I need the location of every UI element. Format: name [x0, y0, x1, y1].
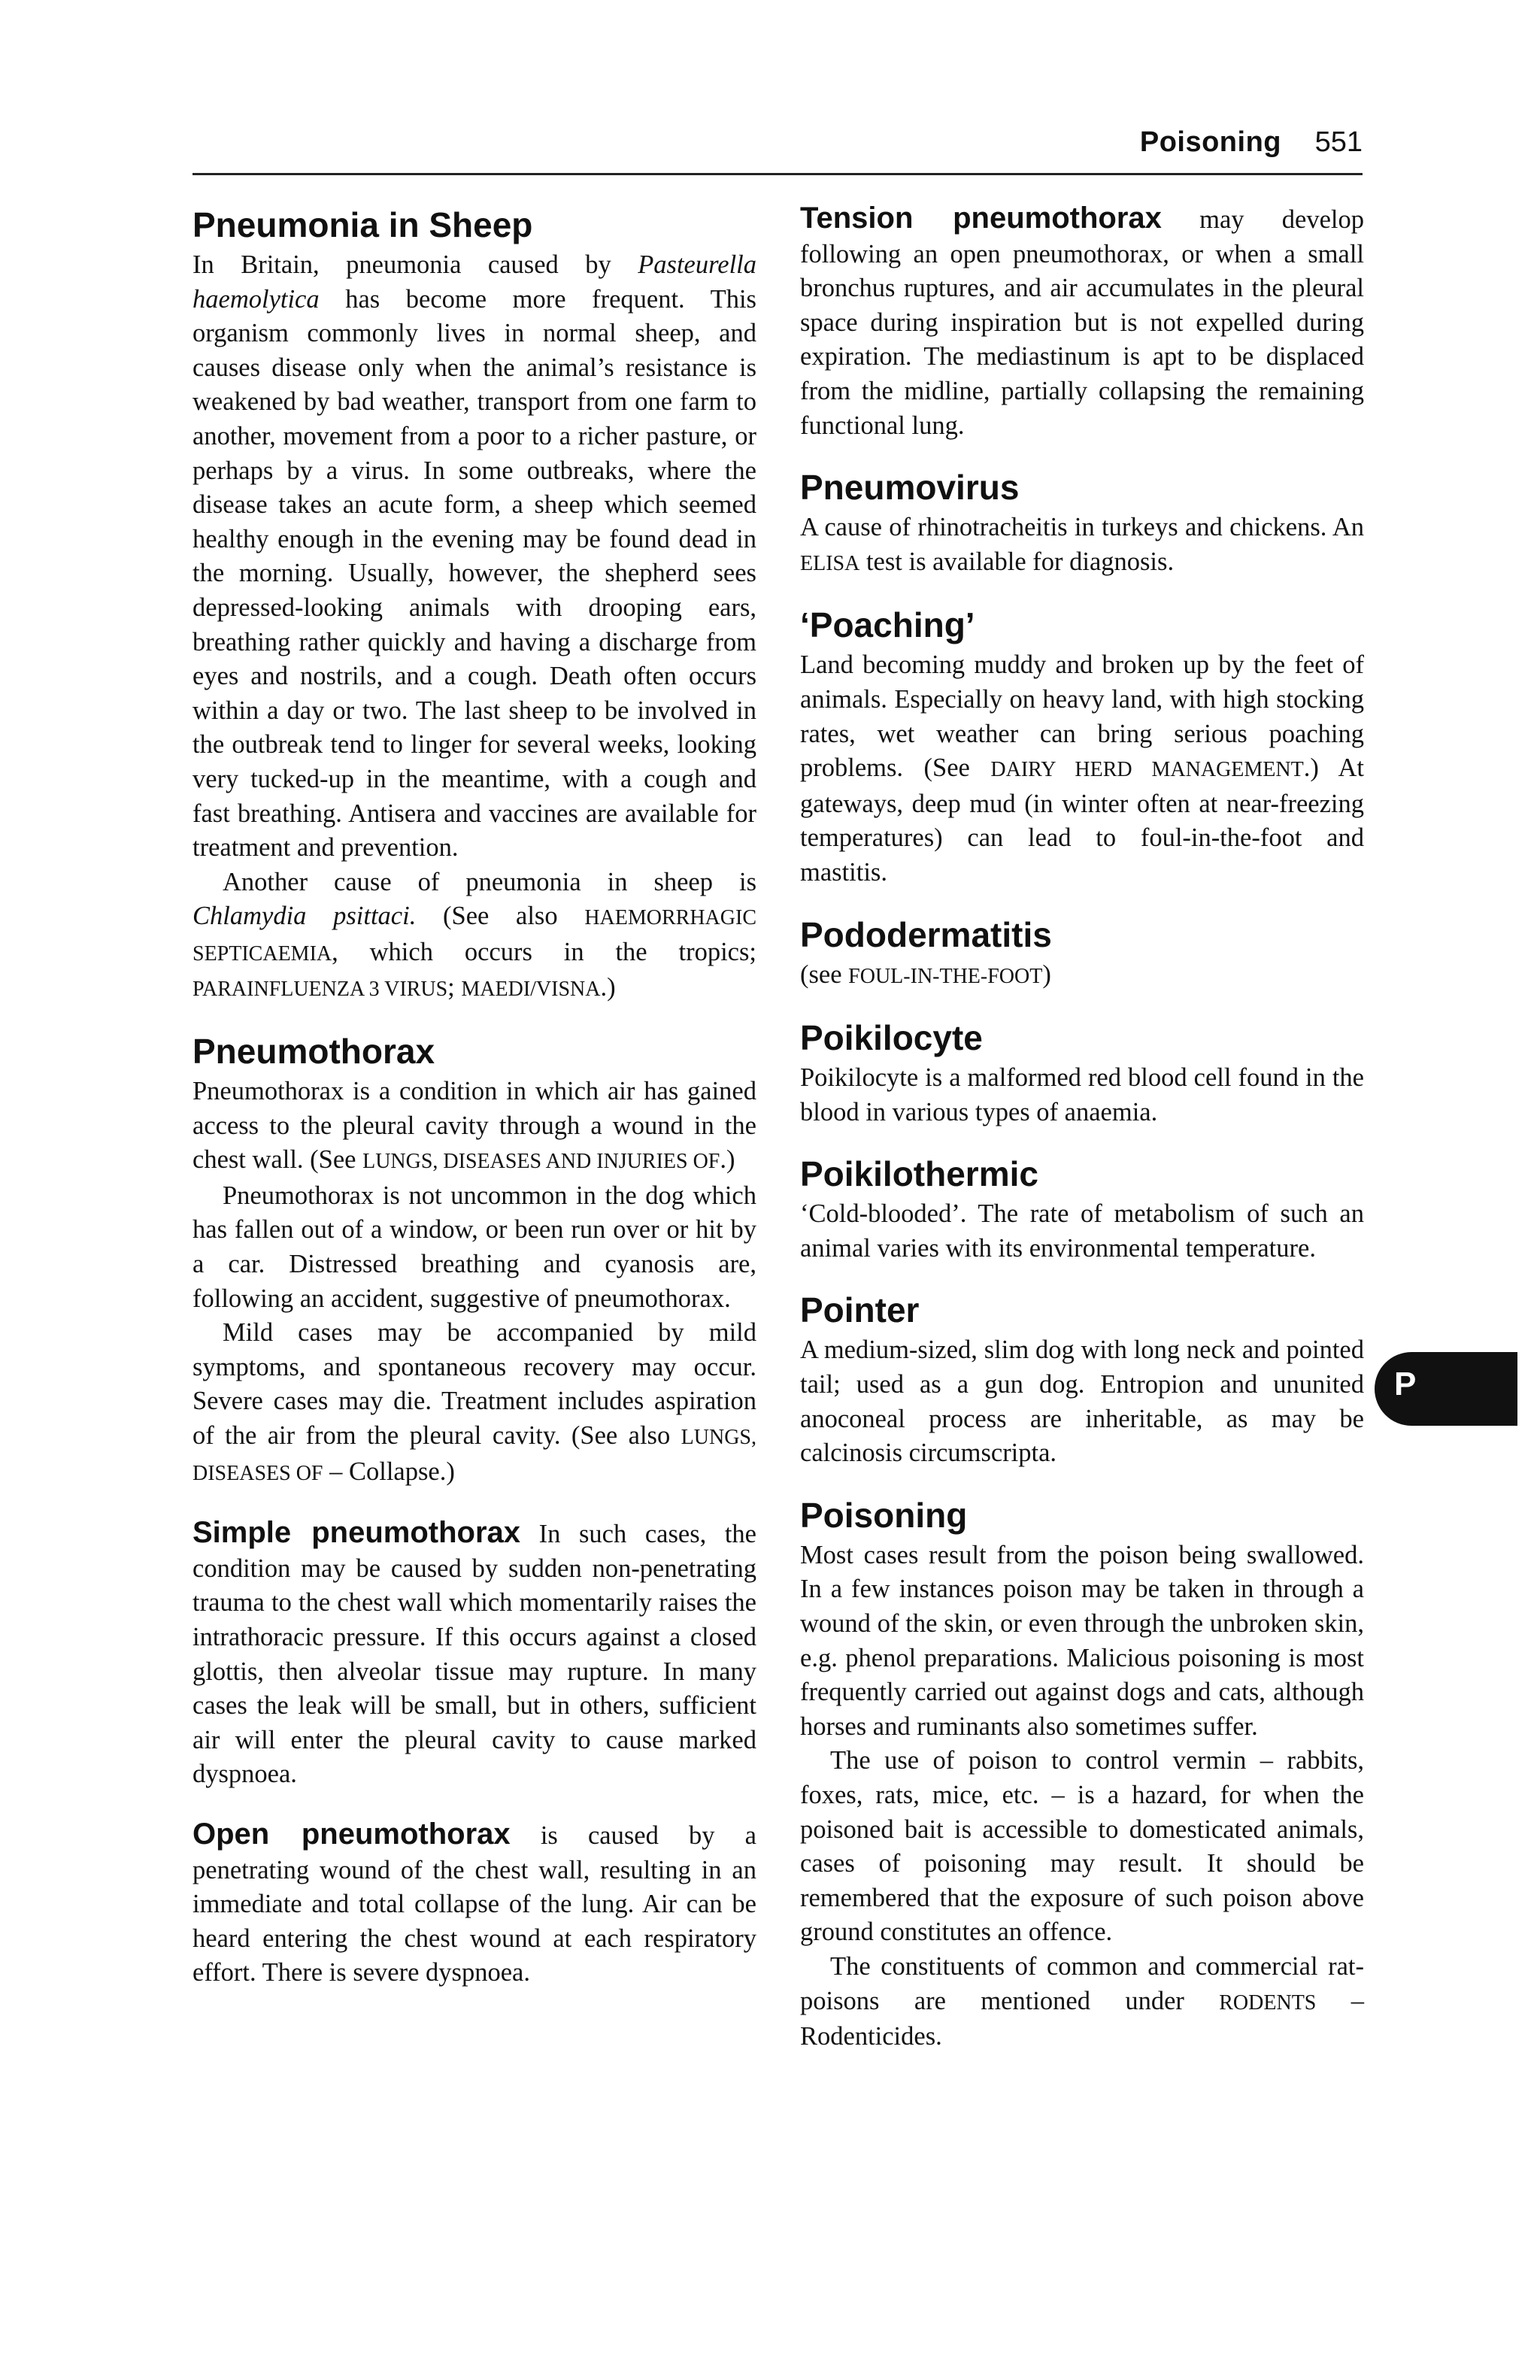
cross-reference: HAEMORRHAGIC SEPTICAEMIA: [192, 906, 756, 966]
abbreviation: ELISA: [800, 551, 860, 575]
entry-heading-pododermatitis: Pododermatitis: [800, 914, 1052, 954]
left-column: [192, 202, 756, 1990]
subheading-tension-pneumothorax: Tension pneumothorax: [800, 202, 1162, 235]
running-header: [192, 126, 1363, 175]
paragraph-poisoning-3: The constituents of common and commercial rat-poisons are mentioned under RODENTS – Rodenticides.: [800, 1951, 1365, 2051]
entry-heading-poisoning: Poisoning: [800, 1495, 968, 1535]
paragraph-poaching: Land becoming muddy and broken up by the feet of animals. Especially on heavy land, with high stocking rates, wet weather can bring serious poaching problems. (See DAIRY HERD MANAGEMENT.) At gateways, deep mud (in winter often at near-freezing temperatures) can lead to foul-in-the-foot and mastitis.: [800, 650, 1364, 887]
cross-reference: LUNGS, DISEASES AND INJURIES OF: [362, 1150, 720, 1174]
paragraph-pneumothorax-1: Pneumothorax is a condition in which air has gained access to the pleural cavity through a wound in the chest wall. (See LUNGS, DISEASES AND INJURIES OF.): [192, 1077, 756, 1175]
running-title: Poisoning: [1139, 126, 1281, 158]
cross-reference: MAEDI/VISNA: [461, 978, 601, 1002]
paragraph-poikilothermic: ‘Cold-blooded’. The rate of metabolism of such an animal varies with its environmental temperature.: [800, 1199, 1364, 1263]
paragraph-pneumothorax-3: Mild cases may be accompanied by mild symptoms, and spontaneous recovery may occur. Severe cases may die. Treatment includes aspiration of the air from the pleural cavity. (See also LUNGS, DISEASES OF – Collapse.): [192, 1318, 756, 1486]
paragraph-sheep-2: Another cause of pneumonia in sheep is Chlamydia psittaci. (See also HAEMORRHAGIC SEPTICAEMIA, which occurs in the tropics; PARAINFLUENZA 3 VIRUS; MAEDI/VISNA.): [192, 867, 756, 1002]
paragraph-sheep-1: In Britain, pneumonia caused by Pasteurella haemolytica has become more frequent. This organism commonly lives in normal sheep, and causes disease only when the animal’s resistance is weakened by bad weather, transport from one farm to another, movement from a poor to a richer pasture, or perhaps by a virus. In some outbreaks, where the disease takes an acute form, a sheep which seemed healthy enough in the evening may be found dead in the morning. Usually, however, the shepherd sees depressed-looking animals with drooping ears, breathing rather quickly and having a discharge from eyes and nostrils, and a cough. Death often occurs within a day or two. The last sheep to be involved in the outbreak tend to linger for several weeks, looking very tucked-up in the meantime, with a cough and fast breathing. Antisera and vaccines are available for treatment and prevention.: [192, 250, 756, 863]
paragraph-poisoning-2: The use of poison to control vermin – rabbits, foxes, rats, mice, etc. – is a hazard, for when the poisoned bait is accessible to domesticated animals, cases of poisoning may result. It should be remembered that the exposure of such poison above ground constitutes an offence.: [800, 1746, 1364, 1947]
entry-heading-poikilothermic: Poikilothermic: [800, 1154, 1038, 1194]
cross-reference: LUNGS, DISEASES OF: [192, 1426, 756, 1485]
paragraph-open-pneumothorax: Open pneumothorax is caused by a penetrating wound of the chest wall, resulting in an immediate and total collapse of the lung. Air can be heard entering the chest wound at each respiratory effort. There is severe dyspnoea.: [192, 1817, 756, 1987]
subheading-open-pneumothorax: Open pneumothorax: [192, 1817, 511, 1851]
cross-reference: FOUL-IN-THE-FOOT: [848, 964, 1043, 988]
cross-reference: PARAINFLUENZA 3 VIRUS: [192, 978, 448, 1002]
paragraph-poisoning-1: Most cases result from the poison being swallowed. In a few instances poison may be taken in through a wound of the skin, or even through the unbroken skin, e.g. phenol preparations. Malicious poisoning is most frequently carried out against dogs and cats, although horses and ruminants also sometimes suffer.: [800, 1540, 1364, 1741]
thumb-index-letter: P: [1394, 1366, 1417, 1402]
entry-heading-pneumovirus: Pneumovirus: [800, 468, 1020, 508]
paragraph-poikilocyte: Poikilocyte is a malformed red blood cell found in the blood in various types of anaemia.: [800, 1063, 1364, 1126]
paragraph-simple-pneumothorax: Simple pneumothorax In such cases, the condition may be caused by sudden non-penetrating trauma to the chest wall which momentarily raises the intrathoracic pressure. If this occurs against a closed glottis, then alveolar tissue may rupture. In many cases the leak will be small, but in others, sufficient air will enter the pleural cavity to cause marked dyspnoea.: [192, 1516, 757, 1789]
subheading-simple-pneumothorax: Simple pneumothorax: [192, 1516, 521, 1550]
entry-heading-poikilocyte: Poikilocyte: [800, 1018, 983, 1058]
cross-reference: RODENTS: [1219, 1990, 1317, 2015]
thumb-index-tab: [1375, 1352, 1517, 1426]
paragraph-tension-pneumothorax: Tension pneumothorax may develop following an open pneumothorax, or when a small bronchus ruptures, and air accumulates in the pleural space during inspiration but is not expelled during expiration. The mediastinum is apt to be displaced from the midline, partially collapsing the remaining functional lung.: [800, 202, 1365, 440]
cross-reference: DAIRY HERD MANAGEMENT: [990, 758, 1304, 782]
paragraph-pododermatitis: (see FOUL-IN-THE-FOOT): [800, 960, 1051, 989]
paragraph-pointer: A medium-sized, slim dog with long neck and pointed tail; used as a gun dog. Entropion and ununited anoconeal process are inheritable, as may be calcinosis circumscripta.: [800, 1336, 1364, 1468]
paragraph-pneumothorax-2: Pneumothorax is not uncommon in the dog which has fallen out of a window, or been run over or hit by a car. Distressed breathing and cyanosis are, following an accident, suggestive of pneumothorax.: [192, 1181, 756, 1313]
entry-heading-poaching: ‘Poaching’: [800, 605, 975, 645]
entry-heading-pneumonia-in-sheep: Pneumonia in Sheep: [192, 205, 533, 244]
entry-heading-pointer: Pointer: [800, 1290, 920, 1330]
entry-heading-pneumothorax: Pneumothorax: [192, 1032, 435, 1072]
paragraph-pneumovirus: A cause of rhinotracheitis in turkeys and chickens. An ELISA test is available for diagnosis.: [800, 513, 1364, 576]
right-column: [800, 202, 1364, 2054]
page-number: 551: [1314, 126, 1363, 158]
